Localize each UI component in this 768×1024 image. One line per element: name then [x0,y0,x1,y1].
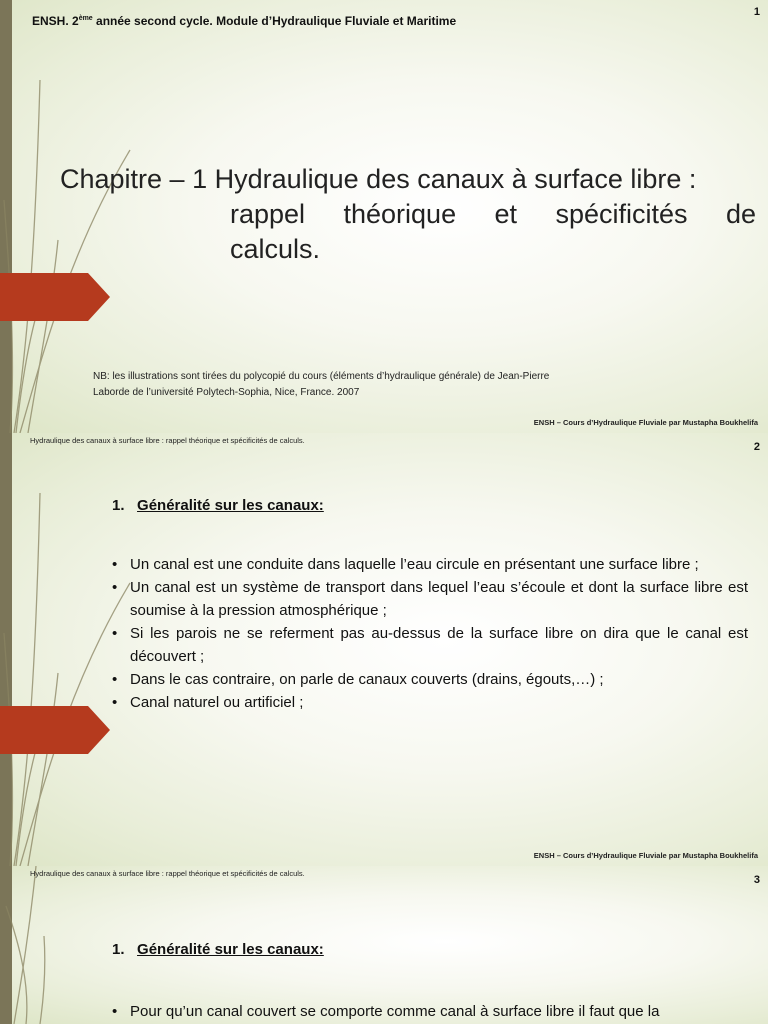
course-header: ENSH. 2ème année second cycle. Module d’Hydraulique Fluviale et Maritime [32,14,457,28]
nb-note [93,369,549,401]
bullet-item: • Si les parois ne se referment pas au-dessus de la surface libre on dira que le canal est découvert ; [112,622,748,668]
bullet-item: • Dans le cas contraire, on parle de canaux couverts (drains, égouts,…) ; [112,668,748,691]
running-header: Hydraulique des canaux à surface libre : rappel théorique et spécificités de calculs. [30,869,305,878]
bullet-item: • Pour qu’un canal couvert se comporte comme canal à surface libre il faut que la [112,1000,748,1023]
slide-number: 3 [753,874,760,886]
bullet-item: • Un canal est une conduite dans laquelle l’eau circule en présentant une surface libre ; [112,553,748,576]
red-arrow-tab [0,706,110,754]
slide-footer: ENSH – Cours d’Hydraulique Fluviale par Mustapha Boukhelifa [533,851,758,860]
title-line-1: Chapitre – 1 Hydraulique des canaux à surface libre : [60,164,697,194]
bullet-item: • Un canal est un système de transport dans lequel l’eau s’écoule et dont la surface libre est soumise à la pression atmosphérique ; [112,576,748,622]
bullet-list [112,553,748,714]
title-line-3: calculs. [230,234,321,264]
section-heading: 1. Généralité sur les canaux: [112,941,324,958]
slide-3 [0,866,768,1024]
running-header: Hydraulique des canaux à surface libre : rappel théorique et spécificités de calculs. [30,436,305,445]
nb-line-1: NB: les illustrations sont tirées du polycopié du cours (éléments d’hydraulique générale) de Jean-Pierre [93,371,550,382]
bullet-item: • Canal naturel ou artificiel ; [112,691,748,714]
slide-number: 1 [753,6,760,18]
section-heading: 1. Généralité sur les canaux: [112,497,324,514]
red-arrow-tab [0,273,110,321]
slide-2 [0,433,768,866]
bullet-list [112,1000,748,1023]
slide-1 [0,0,768,433]
chapter-title [60,162,756,267]
slide-footer: ENSH – Cours d’Hydraulique Fluviale par Mustapha Boukhelifa [533,418,758,427]
nb-line-2: Laborde de l’université Polytech-Sophia, Nice, France. 2007 [93,387,360,398]
title-line-2: rappel théorique et spécificités de [230,199,756,229]
slide-number: 2 [753,441,760,453]
